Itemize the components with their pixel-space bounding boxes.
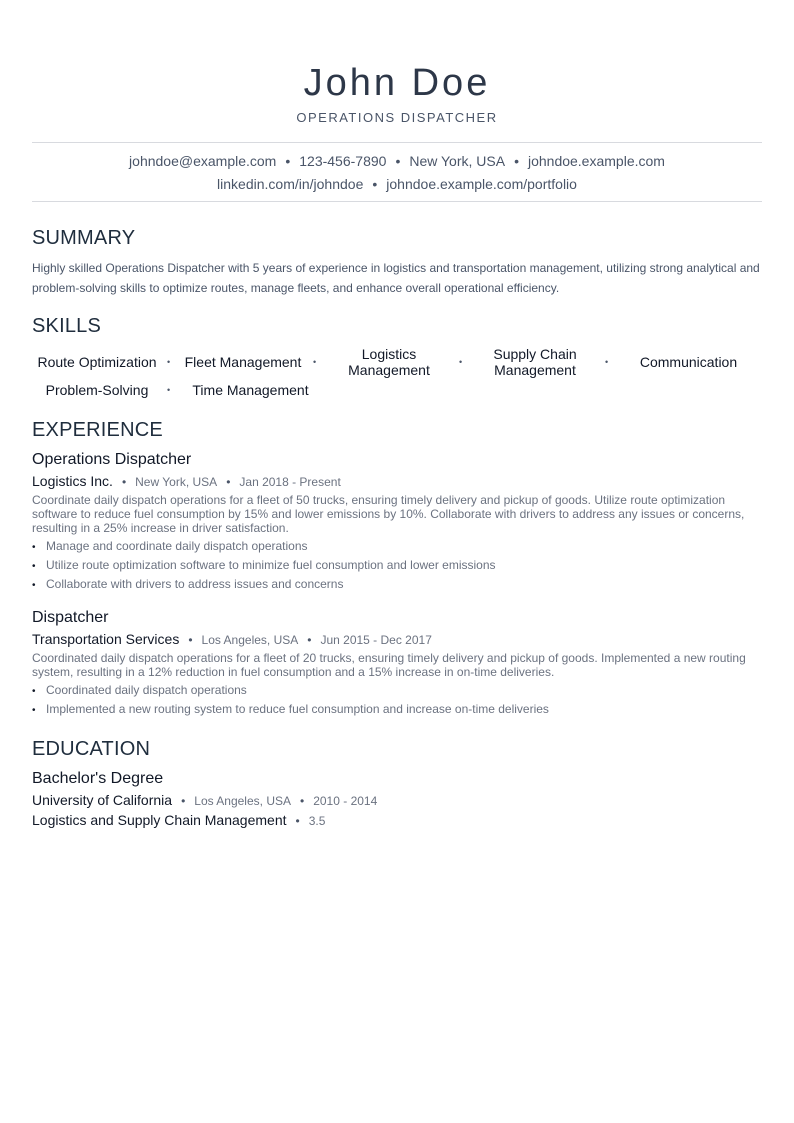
education-heading: EDUCATION xyxy=(32,738,151,760)
job-title: Dispatcher xyxy=(32,609,109,626)
job-meta xyxy=(32,473,341,489)
skill-bullet: • xyxy=(605,357,609,367)
list-item-text: Manage and coordinate daily dispatch operations xyxy=(46,539,308,553)
linkedin-link[interactable]: linkedin.com/in/johndoe xyxy=(217,176,364,192)
meta-separator: • xyxy=(188,633,193,647)
job-location: New York, USA xyxy=(135,475,218,489)
company-name: Logistics Inc. xyxy=(32,473,113,489)
candidate-name: John Doe xyxy=(303,62,491,104)
email-link[interactable]: johndoe@example.com xyxy=(129,153,277,169)
list-bullet: • xyxy=(32,686,36,697)
skill-item: Problem-Solving xyxy=(45,382,149,398)
website-link[interactable]: johndoe.example.com xyxy=(527,153,665,169)
list-bullet: • xyxy=(32,705,36,716)
skill-item: Communication xyxy=(639,354,738,370)
list-item xyxy=(32,558,496,572)
job-description: Coordinated daily dispatch operations for a fleet of 20 trucks, ensuring timely delivery and pickup of goods. Implemented a new routing system, resulting in a 12% reduction in fuel consumption and a 15% increase in on-time deliveries. xyxy=(32,651,746,679)
skill-bullet: • xyxy=(313,357,317,367)
candidate-role: OPERATIONS DISPATCHER xyxy=(296,110,498,125)
skill-bullet: • xyxy=(167,357,171,367)
list-item-text: Implemented a new routing system to reduce fuel consumption and increase on-time deliveries xyxy=(46,702,549,716)
list-item xyxy=(32,702,549,716)
contact-separator: • xyxy=(395,153,401,169)
meta-separator: • xyxy=(295,814,300,828)
meta-separator: • xyxy=(307,633,312,647)
contact-separator: • xyxy=(372,176,378,192)
summary-heading: SUMMARY xyxy=(32,227,136,249)
job-title: Operations Dispatcher xyxy=(32,451,192,468)
skill-item: Time Management xyxy=(192,382,309,398)
list-bullet: • xyxy=(32,542,36,553)
skill-bullet: • xyxy=(167,385,171,395)
education-meta xyxy=(32,792,377,808)
list-bullet: • xyxy=(32,580,36,591)
skills-heading: SKILLS xyxy=(32,315,102,337)
list-item xyxy=(32,539,308,553)
job-location: Los Angeles, USA xyxy=(201,633,299,647)
list-item-text: Coordinated daily dispatch operations xyxy=(46,683,247,697)
list-item-text: Utilize route optimization software to minimize fuel consumption and lower emissions xyxy=(46,558,496,572)
field-of-study: Logistics and Supply Chain Management xyxy=(32,812,287,828)
school-name: University of California xyxy=(32,792,173,808)
contact-separator: • xyxy=(285,153,291,169)
portfolio-link[interactable]: johndoe.example.com/portfolio xyxy=(386,176,577,192)
skill-item: Route Optimization xyxy=(37,354,157,370)
job-meta xyxy=(32,631,432,647)
list-item xyxy=(32,577,343,591)
list-bullet: • xyxy=(32,561,36,572)
summary-text: Highly skilled Operations Dispatcher with 5 years of experience in logistics and transportation management, utilizing strong analytical and problem-solving skills to optimize routes, manage fleets, and enhance overall operational efficiency. xyxy=(32,261,760,295)
gpa: 3.5 xyxy=(308,814,326,828)
meta-separator: • xyxy=(300,794,305,808)
list-item xyxy=(32,683,247,697)
skill-item: Fleet Management xyxy=(184,354,302,370)
meta-separator: • xyxy=(226,475,231,489)
job-description: Coordinate daily dispatch operations for a fleet of 50 trucks, ensuring timely delivery and pickup of goods. Utilize route optimization software to reduce fuel consumption by 15% and lower emissions by 10%. Collaborate with drivers to address any issues or concerns, resulting in a 25% increase in driver satisfaction. xyxy=(32,493,745,535)
contact-separator: • xyxy=(514,153,519,169)
meta-separator: • xyxy=(121,475,127,489)
job-dates: Jan 2018 - Present xyxy=(239,475,341,489)
header-divider-bottom xyxy=(32,201,762,202)
list-item-text: Collaborate with drivers to address issues and concerns xyxy=(46,577,344,591)
skill-item: Logistics Management xyxy=(348,346,430,378)
school-location: Los Angeles, USA xyxy=(194,794,291,808)
skill-bullet: • xyxy=(459,357,463,367)
experience-heading: EXPERIENCE xyxy=(32,419,163,441)
header-divider-top xyxy=(32,142,762,143)
education-dates: 2010 - 2014 xyxy=(313,794,378,808)
degree-title: Bachelor's Degree xyxy=(32,770,164,787)
phone-number: 123-456-7890 xyxy=(299,153,387,169)
meta-separator: • xyxy=(181,794,186,808)
skill-item: Supply Chain Management xyxy=(493,346,577,378)
location: New York, USA xyxy=(409,153,506,169)
contact-line-2 xyxy=(32,176,762,192)
company-name: Transportation Services xyxy=(32,631,180,647)
job-dates: Jun 2015 - Dec 2017 xyxy=(320,633,432,647)
education-field-meta xyxy=(32,812,325,828)
contact-line-1 xyxy=(32,153,762,169)
